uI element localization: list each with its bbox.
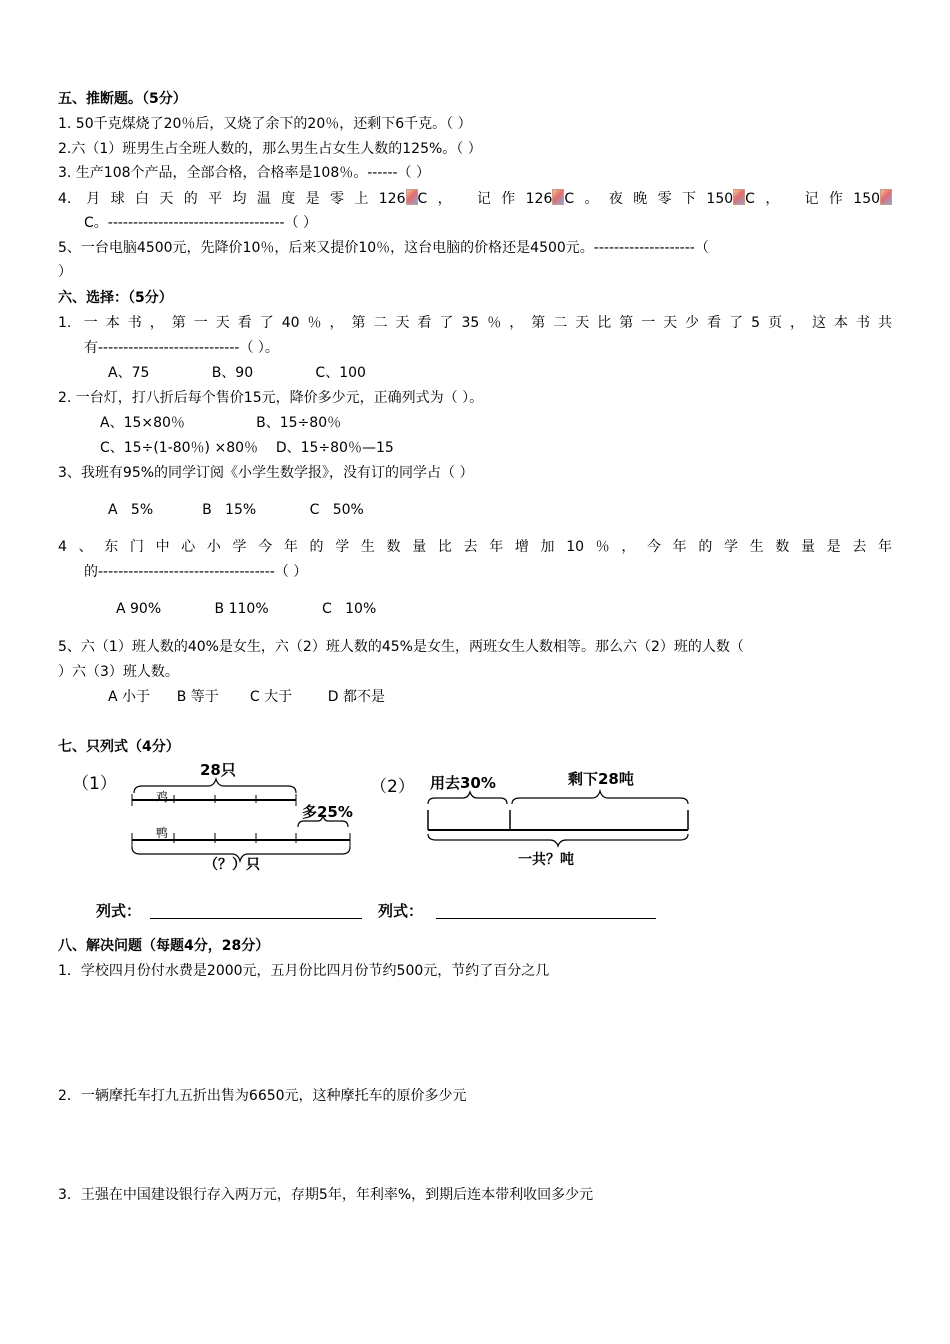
formula-label-1: 列式：: [96, 902, 142, 920]
s6-question-5-line2: ）六（3）班人数。: [58, 664, 179, 680]
formula-answer-line-2[interactable]: [436, 918, 656, 919]
remaining-label: 剩下28吨: [568, 770, 634, 788]
s8-question-3: 3．王强在中国建设银行存入两万元，存期5年，年利率%，到期后连本带利收回多少元: [58, 1187, 594, 1203]
s6-question-1-line1: 1. 一本书，第一天看了40％，第二天看了35％，第二天比第一天少看了5页，这本书共: [58, 315, 892, 331]
s5-question-3: 3. 生产108个产品，全部合格，合格率是108％。------（ ）: [58, 165, 431, 181]
s6-question-3-options: A 5% B 15% C 50%: [108, 502, 364, 518]
s8-question-2: 2．一辆摩托车打九五折出售为6650元，这种摩托车的原价多少元: [58, 1088, 467, 1104]
diagram-1-bottom-label: （？）只: [204, 857, 260, 873]
total-brace: [428, 834, 688, 846]
s5-q4-part-d: C， 记作150: [745, 191, 881, 207]
formula-answer-line-1[interactable]: [150, 918, 362, 919]
s6-question-5-line1: 5、六（1）班人数的40%是女生，六（2）班人数的45%是女生，两班女生人数相等。那么六（2）班的人数（: [58, 639, 744, 655]
s6-question-4-options: A 90% B 110% C 10%: [116, 601, 377, 617]
s5-question-1: 1. 50千克煤烧了20％后，又烧了余下的20％，还剩下6千克。（ ）: [58, 116, 472, 132]
s5-question-2: 2.六（1）班男生占全班人数的，那么男生占女生人数的125%。（ ）: [58, 141, 482, 157]
s5-question-4-line2: C。-----------------------------------（ ）: [84, 215, 318, 231]
s5-question-4-line1: [58, 189, 892, 208]
degree-image-icon: [733, 189, 745, 205]
s6-question-4-line2: 的-----------------------------------（ ）: [84, 564, 308, 580]
s8-question-1: 1．学校四月份付水费是2000元，五月份比四月份节约500元，节约了百分之几: [58, 963, 550, 979]
degree-image-icon: [406, 189, 418, 205]
section6-title: 六、选择：（5分）: [58, 290, 173, 306]
duck-label: 鸭: [156, 826, 169, 840]
s6-question-2-options-ab: A、15×80％ B、15÷80％: [100, 415, 342, 431]
diagram-1-top-label: 28只: [200, 761, 236, 779]
s6-question-1-line2: 有----------------------------（ ）。: [84, 340, 279, 356]
s6-question-3: 3、我班有95%的同学订阅《小学生数学报》，没有订的同学占（ ）: [58, 465, 474, 481]
remaining-brace: [512, 791, 688, 804]
s6-question-4-line1: 4、东门中心小学今年的学生数量比去年增加10％，今年的学生数量是去年: [58, 539, 892, 555]
s5-q4-part-a: 4. 月球白天的平均温度是零上126: [58, 191, 406, 207]
s5-q4-part-c: C。夜晚零下150: [564, 191, 734, 207]
used-brace: [428, 792, 507, 804]
s6-question-2-options-cd: C、15÷(1-80％) ×80％ D、15÷80％—15: [100, 440, 394, 456]
section5-title: 五、推断题。（5分）: [58, 91, 187, 107]
section8-title: 八、解决问题（每题4分，28分）: [58, 938, 270, 954]
degree-image-icon: [880, 189, 892, 205]
extra-label: 多25%: [302, 803, 353, 821]
s5-question-5-line1: 5、一台电脑4500元，先降价10％，后来又提价10％，这台电脑的价格还是4500元。--------------------（: [58, 240, 709, 256]
diagram-1-number: （1）: [72, 774, 117, 794]
chicken-label: 鸡: [156, 790, 169, 804]
formula-label-2: 列式：: [378, 902, 424, 920]
section7-title: 七、只列式（4分）: [58, 739, 180, 755]
diagram-1-chicken-duck: [60, 755, 380, 875]
degree-image-icon: [552, 189, 564, 205]
total-label: 一共？吨: [518, 852, 574, 868]
used-label: 用去30%: [430, 774, 496, 792]
s6-question-1-options: A、75 B、90 C、100: [108, 365, 366, 381]
diagram-2-tonnage: [370, 760, 700, 872]
s6-question-2: 2. 一台灯，打八折后每个售价15元，降价多少元，正确列式为（ ）。: [58, 390, 484, 406]
diagram-2-number: （2）: [370, 777, 415, 797]
s6-question-5-options: A 小于 B 等于 C 大于 D 都不是: [108, 689, 385, 705]
s5-q4-part-b: C， 记作126: [417, 191, 553, 207]
s5-question-5-line2: ）: [58, 264, 72, 280]
